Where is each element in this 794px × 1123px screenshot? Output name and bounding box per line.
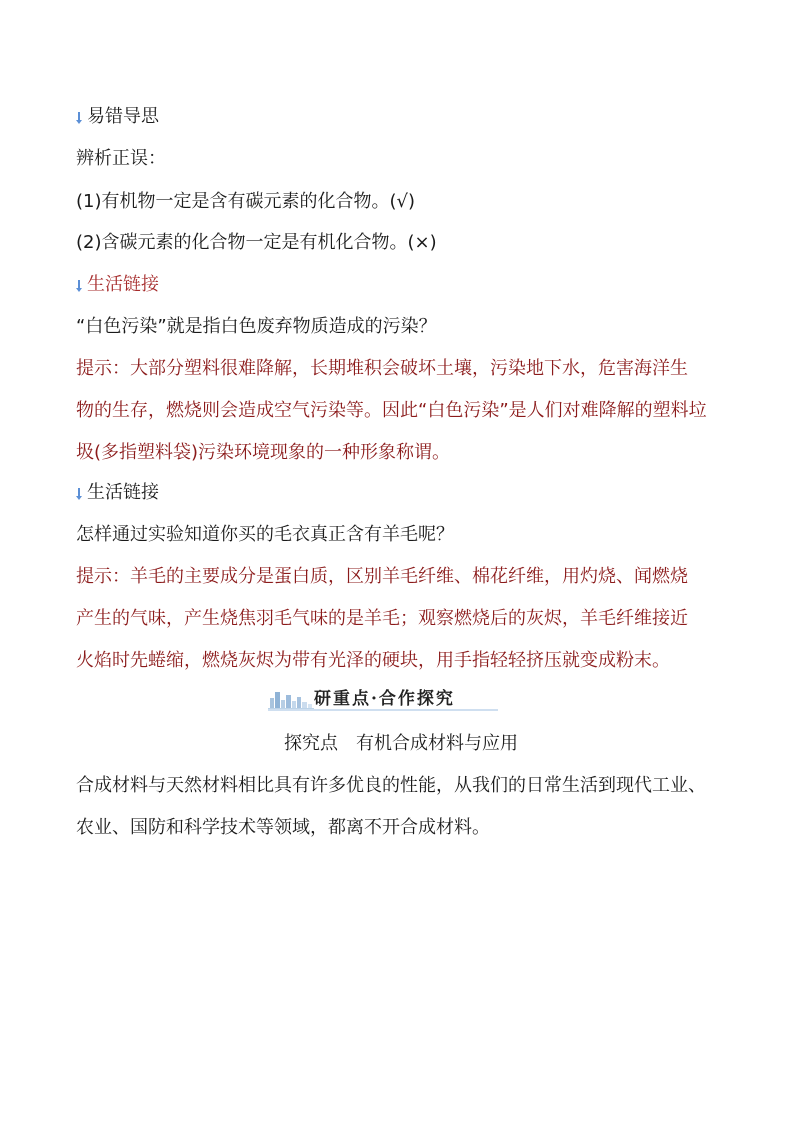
section-heading-text: 易错导思	[87, 106, 159, 127]
section-heading-error-guide	[76, 104, 159, 130]
question-text: “白色污染”就是指白色废弃物质造成的污染？	[76, 316, 437, 337]
intro-text: 辨析正误：	[76, 148, 166, 169]
section-heading-life-link-1	[76, 272, 159, 298]
hint-line-1: 提示：羊毛的主要成分是蛋白质，区别羊毛纤维、棉花纤维，用灼烧、闻燃烧	[76, 566, 688, 587]
question-text: 怎样通过实验知道你买的毛衣真正含有羊毛呢？	[76, 524, 454, 545]
banner-underline	[268, 709, 498, 713]
judgment-item-2: (2)含碳元素的化合物一定是有机化合物。(×)	[76, 232, 437, 253]
section-banner	[268, 688, 498, 712]
arrow-marker-icon	[76, 280, 84, 292]
judgment-item-1: (1)有机物一定是含有碳元素的化合物。(√)	[76, 191, 416, 212]
section-heading-life-link-2	[76, 480, 159, 506]
banner-title: 研重点·合作探究	[314, 689, 455, 709]
arrow-marker-icon	[76, 488, 84, 500]
hint-line-1: 提示：大部分塑料很难降解，长期堆积会破坏土壤，污染地下水，危害海洋生	[76, 358, 688, 379]
hint-line-3: 圾(多指塑料袋)污染环境现象的一种形象称谓。	[76, 442, 451, 463]
hint-line-2: 产生的气味，产生烧焦羽毛气味的是羊毛；观察燃烧后的灰烬，羊毛纤维接近	[76, 608, 688, 629]
explore-body-line-1: 合成材料与天然材料相比具有许多优良的性能，从我们的日常生活到现代工业、	[76, 775, 706, 796]
hint-line-3: 火焰时先蜷缩，燃烧灰烬为带有光泽的硬块，用手指轻轻挤压就变成粉末。	[76, 650, 670, 671]
explore-point-title: 探究点 有机合成材料与应用	[284, 733, 518, 754]
section-heading-text: 生活链接	[87, 482, 159, 503]
section-heading-text: 生活链接	[87, 274, 159, 295]
arrow-marker-icon	[76, 112, 84, 124]
hint-line-2: 物的生存，燃烧则会造成空气污染等。因此“白色污染”是人们对难降解的塑料垃	[76, 400, 707, 421]
explore-body-line-2: 农业、国防和科学技术等领域，都离不开合成材料。	[76, 817, 490, 838]
